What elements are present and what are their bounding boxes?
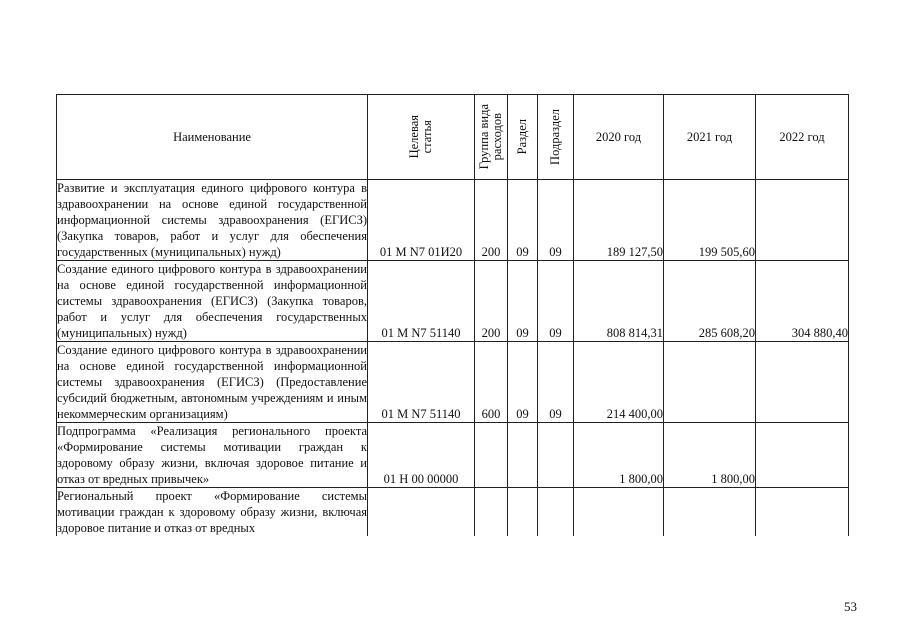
row-expense-group (475, 423, 508, 488)
row-name: Подпрограмма «Реализация регионального проекта «Формирование системы мотивации граждан к здоровому образу жизни, включая здоровое питание и отказ от вредных привычек» (57, 424, 367, 486)
row-section (508, 423, 538, 488)
row-section (508, 488, 538, 537)
header-expense-group: Группа вида расходов (475, 95, 508, 180)
row-subsection (538, 423, 574, 488)
row-expense-group: 200 (475, 261, 508, 342)
row-expense-group (475, 488, 508, 537)
table-row (57, 342, 849, 423)
row-2022 (756, 342, 849, 423)
row-2020: 214 400,00 (574, 342, 664, 423)
row-2020: 1 800,00 (574, 423, 664, 488)
header-2021: 2021 год (664, 95, 756, 180)
row-subsection (538, 488, 574, 537)
row-section: 09 (508, 342, 538, 423)
row-section: 09 (508, 180, 538, 261)
row-expense-group: 600 (475, 342, 508, 423)
row-name: Региональный проект «Формирование системы мотивации граждан к здоровому образу жизни, включая здоровое питание и отказ от вредных (57, 489, 367, 535)
header-name: Наименование (57, 95, 368, 180)
row-target-article (368, 488, 475, 537)
header-subsection: Подраздел (538, 95, 574, 180)
row-2020 (574, 488, 664, 537)
row-name: Создание единого цифрового контура в здравоохранении на основе единой государственной информационной системы здравоохранения (ЕГИСЗ) (Закупка товаров, работ и услуг для обеспечения государственных (муниципальных) нужд) (57, 262, 367, 340)
row-2021: 199 505,60 (664, 180, 756, 261)
page-number: 53 (844, 599, 857, 614)
row-2021: 1 800,00 (664, 423, 756, 488)
row-2022 (756, 180, 849, 261)
row-expense-group: 200 (475, 180, 508, 261)
row-subsection: 09 (538, 261, 574, 342)
header-section: Раздел (508, 95, 538, 180)
row-2022 (756, 423, 849, 488)
header-2022: 2022 год (756, 95, 849, 180)
row-2021: 285 608,20 (664, 261, 756, 342)
row-target-article: 01 М N7 01И20 (368, 180, 475, 261)
table-row (57, 180, 849, 261)
row-target-article: 01 Н 00 00000 (368, 423, 475, 488)
row-target-article: 01 М N7 51140 (368, 261, 475, 342)
row-2021 (664, 488, 756, 537)
header-target-article: Целевая статья (368, 95, 475, 180)
header-2020: 2020 год (574, 95, 664, 180)
table-row (57, 261, 849, 342)
row-name: Развитие и эксплуатация единого цифрового контура в здравоохранении на основе единой государственной информационной системы здравоохранения (ЕГИСЗ) (Закупка товаров, работ и услуг для обеспечения государственных (муниципальных) нужд) (57, 181, 367, 259)
row-2021 (664, 342, 756, 423)
row-subsection: 09 (538, 342, 574, 423)
row-2022: 304 880,40 (756, 261, 849, 342)
row-2020: 808 814,31 (574, 261, 664, 342)
row-2020: 189 127,50 (574, 180, 664, 261)
row-subsection: 09 (538, 180, 574, 261)
table-row (57, 423, 849, 488)
row-target-article: 01 М N7 51140 (368, 342, 475, 423)
row-section: 09 (508, 261, 538, 342)
row-name: Создание единого цифрового контура в здравоохранении на основе единой государственной информационной системы здравоохранения (ЕГИСЗ) (Предоставление субсидий бюджетным, автономным учреждениям и иным некоммерческим организациям) (57, 343, 367, 421)
table-header-row (57, 95, 849, 180)
table-row (57, 488, 849, 537)
row-2022 (756, 488, 849, 537)
budget-table (56, 94, 849, 536)
